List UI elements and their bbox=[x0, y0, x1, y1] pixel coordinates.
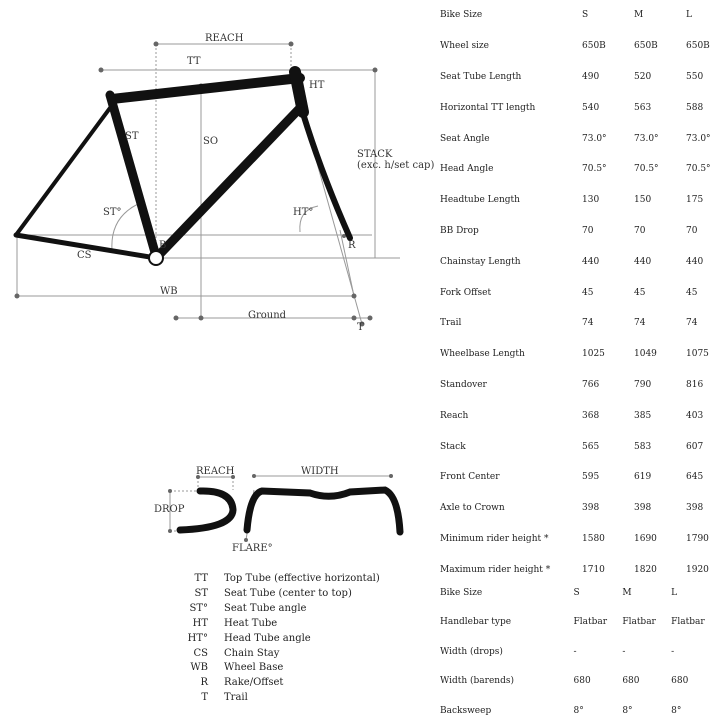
table-header-row: Bike Size S M L bbox=[440, 587, 678, 598]
frame-geometry-diagram bbox=[0, 0, 435, 340]
table-row: Maximum rider height * 1710 1820 1920 bbox=[440, 564, 709, 575]
legend-row: CS Chain Stay bbox=[193, 647, 280, 659]
legend-row: T Trail bbox=[201, 692, 248, 704]
drop-bar-front-profile bbox=[247, 490, 400, 532]
table-row: Minimum rider height * 1580 1690 1790 bbox=[440, 533, 709, 544]
legend-row: ST Seat Tube (center to top) bbox=[194, 587, 352, 599]
legend-row: HT Heat Tube bbox=[192, 617, 278, 629]
cs-label: CS bbox=[77, 250, 92, 261]
geometry-table bbox=[440, 0, 716, 585]
drop-bar-profile bbox=[180, 491, 233, 530]
table-row: Chainstay Length 440 440 440 bbox=[440, 256, 704, 267]
bar-width-label: WIDTH bbox=[301, 466, 339, 477]
reach-label: REACH bbox=[205, 33, 244, 44]
table-row: Front Center 595 619 645 bbox=[440, 472, 704, 483]
table-row: Axle to Crown 398 398 398 bbox=[440, 503, 704, 514]
top-tube bbox=[112, 78, 300, 99]
trail-label: T bbox=[357, 322, 364, 333]
table-row: Fork Offset 45 45 45 bbox=[440, 287, 698, 298]
bar-drop-label: DROP bbox=[154, 504, 185, 515]
seat-stay bbox=[16, 108, 110, 235]
stack-label: STACK bbox=[357, 149, 393, 160]
rake-label: R bbox=[348, 240, 356, 251]
table-row: Stack 565 583 607 bbox=[440, 441, 704, 452]
ht-label: HT bbox=[309, 80, 325, 91]
table-row: Reach 368 385 403 bbox=[440, 410, 704, 421]
table-row: Width (drops) - - - bbox=[440, 646, 675, 657]
legend-row: ST° Seat Tube angle bbox=[189, 602, 307, 614]
legend-row: HT° Head Tube angle bbox=[187, 632, 311, 644]
table-row: Backsweep 8° 8° 8° bbox=[440, 705, 682, 716]
table-row: Trail 74 74 74 bbox=[440, 318, 698, 329]
table-row: Seat Tube Length 490 520 550 bbox=[440, 71, 704, 82]
table-row: Handlebar type Flatbar Flatbar Flatbar bbox=[440, 617, 705, 628]
legend-row: WB Wheel Base bbox=[190, 662, 284, 674]
st-label: ST bbox=[125, 131, 139, 142]
stack-note-label: (exc. h/set cap) bbox=[357, 160, 435, 171]
table-row: Standover 766 790 816 bbox=[440, 379, 704, 390]
bar-flare-label: FLARE° bbox=[232, 543, 273, 554]
wb-label: WB bbox=[160, 286, 178, 297]
handlebar-diagram bbox=[140, 455, 420, 565]
table-row: Horizontal TT length 540 563 588 bbox=[440, 102, 704, 113]
ground-label: Ground bbox=[248, 310, 287, 321]
legend-row: TT Top Tube (effective horizontal) bbox=[194, 573, 380, 584]
table-row: BB Drop 70 70 70 bbox=[440, 225, 698, 236]
table-row: Seat Angle 73.0° 73.0° 73.0° bbox=[440, 133, 711, 144]
bar-reach-label: REACH bbox=[196, 466, 235, 477]
ht-angle-label: HT° bbox=[293, 207, 314, 218]
table-header-row: Bike Size S M L bbox=[440, 10, 692, 21]
table-row: Head Angle 70.5° 70.5° 70.5° bbox=[440, 164, 711, 175]
so-label: SO bbox=[203, 136, 219, 147]
table-row: Headtube Length 130 150 175 bbox=[440, 195, 704, 206]
abbreviation-legend bbox=[168, 572, 380, 706]
seat-tube bbox=[110, 95, 156, 256]
legend-row: R Rake/Offset bbox=[200, 677, 284, 689]
table-row: Wheel size 650B 650B 650B bbox=[440, 41, 710, 52]
table-row: Width (barends) 680 680 680 bbox=[440, 676, 689, 687]
handlebar-table bbox=[440, 578, 720, 726]
st-angle-label: ST° bbox=[103, 207, 122, 218]
bottom-bracket bbox=[149, 251, 163, 265]
table-row: Wheelbase Length 1025 1049 1075 bbox=[440, 349, 709, 360]
fork bbox=[302, 110, 350, 238]
tt-label: TT bbox=[187, 56, 201, 67]
bb-label: B bbox=[159, 240, 167, 251]
down-tube bbox=[158, 108, 300, 256]
